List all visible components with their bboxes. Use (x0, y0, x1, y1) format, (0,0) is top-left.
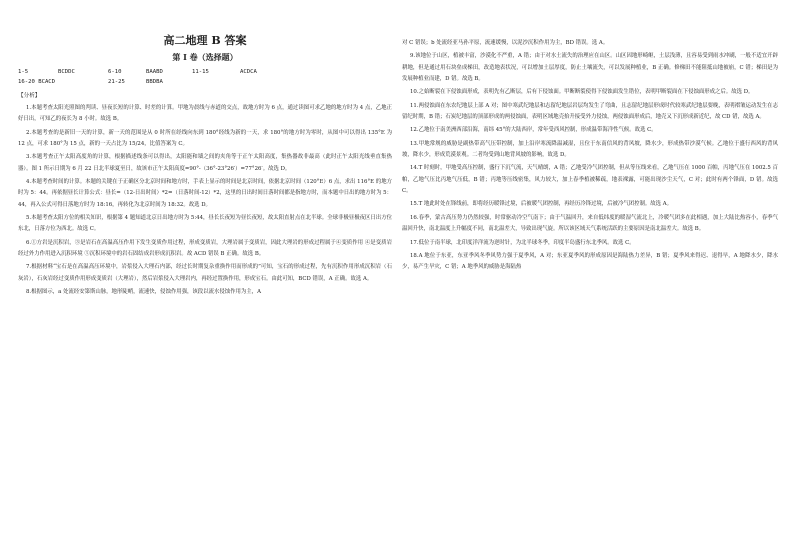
answer-cell: BAABD (146, 69, 163, 75)
answer-cell: 6-10 (108, 69, 122, 75)
answer-cell: 21-25 (108, 79, 125, 85)
answer-explanation: 6.①方岩是沉积岩，③是岩石在高温高压作用下发生变质作用过程，形成变质岩，大理岩属于变质岩，因此大理岩的形成过程属于④变质作用 ④是变质岩经过外力作用进入沉积环境 ⑤沉积环境中的岩石固结成岩形成沉积岩。故 ACD 错误 B 正确。故选 B。 (18, 239, 392, 258)
answer-explanation: 5.本题考查太阳方位的相关知识，根据第 4 题知道北京日出地方时为 5:44，昼长长夜短为昼长夜短，故太阳直射点在北半球。全球非极昼极夜区日出方位东北，日落方位为西北。故选 C。 (18, 215, 392, 233)
answer-cell: 11-15 (192, 69, 209, 75)
answer-explanation: 11.两侵蚀面在东农纪地层上部 A 对；图中寒武纪地层和志留纪地层岩层均发生了弯曲，且志留纪地层形成时代较寒武纪地层要晚，表明褶皱运动发生在志留纪时期，B 错；石炭纪地层的顶部形成的两侵蚀面，表明区域地壳抬升接受外力侵蚀，两侵蚀面形成后，地壳又下沉形成新近纪，故 CD 错，故选 A。 (402, 102, 778, 121)
answer-cell: ACDCA (240, 69, 257, 75)
answer-cell: 1-5 (18, 69, 29, 75)
answer-cell: BBDBA (146, 79, 163, 85)
answer-explanation: 对 C 错误；b 处流经亚马孙平原，流速缓慢，以泥沙沉积作用为主，BD 错误。选 A。 (402, 40, 609, 46)
answer-explanation: 17.低位于南半球，北印度洋洋流为逆时针，为北半球冬季，印度半岛盛行东北季风。故选 C。 (410, 239, 635, 246)
answer-explanation: 15.T 地此时处在锋线前，即将经历暖锋过境，后被暖气团控制，再经历冷锋过境，后被冷气团控制。故选 A。 (410, 201, 673, 208)
left-column (18, 34, 392, 301)
answer-explanation: 10.之始断裂在下侵蚀面形成，表明先有乙断层，后有下侵蚀面。甲断断裂使得下侵蚀面发生错位，表明甲断裂面在下侵蚀面形成之后。故选 D。 (410, 89, 754, 96)
answer-explanation: 16.春季，蒙古高压势力仍然较强，时常驱动冷空气南下；由于气温回升，来自低纬度的暖湿气流北上，冷暖气团多在此相遇，加上大陆比热容小，春季气温回升快，南北温度上升幅度不同，南北温差大，导致出现气旋。所以该区域天气系统活跃的主要原因是南北温差大。故选 B。 (402, 214, 778, 233)
document-title: 高二地理 B 答案 (163, 34, 247, 47)
answer-row-1 (18, 67, 392, 77)
answer-explanation: 8.根据图示，a 处流经安第斯山脉，地形陡峭，流速快，侵蚀作用强，该段以流水侵蚀作用为主，A (26, 289, 261, 296)
answer-explanation: 14.T 时刻时，甲地受高压控制，盛行下沉气流，天气晴朗，A 错；乙地受冷气团控制，但从等压线来看，乙地气压在 1000 百帕，丙地气压在 1002.5 百帕，乙地气压比丙地气压低，B 错；丙地等压线密集，风力较大，加上春季植被稀疏，地表裸露，可能出现沙尘天气，C 对；此时有两个锋面，D 错。故选 C。 (402, 165, 778, 195)
answer-explanation: 12.乙地位于南美洲西部沿海，南纬 45°的大陆西岸，常年受西风控制，形成温带海洋性气候。故选 C。 (410, 127, 657, 134)
answer-explanation: 2.本题考查的是新旧一天的计算，新一天的范围是从 0 时所在经线向东到 180°经线为新的一天，求 180°的地方时为零时，从图中可以得出 135°E 为 12 点，可求 180°为 15 点，新的一天占比为 15/24，比值答案为 C。 (18, 129, 392, 148)
answer-explanation: 3.本题考查正午太阳高度角的计算，根据描述线条可以得出，太阳能和墙之间的夹角等于正午太阳高度，集热器故非最高（此时正午太阳光线垂直集热器）。图 1 所示日期为 6 月 22 日北半球夏至日，故该市正午太阳高度=90°-（36°-23°26′）=77°26′。故选 D。 (18, 154, 392, 172)
answer-cell: 16-20 BCACD (18, 79, 56, 85)
section-heading: 第 I 卷（选择题） (172, 52, 238, 62)
answer-explanation: 1.本题考查太阳光照图的判读、昼夜长短的计算、时差的计算。甲地为晨线与赤道的交点，故地方时为 6 点，通过读图可求乙地的地方时为 4 点，乙地正好日出，可知乙的夜长为 8 小时。故选 B。 (18, 105, 392, 123)
answer-row-2 (18, 77, 392, 87)
answer-explanation: 18.A 地位于东亚，东亚季风冬季风势力强于夏季风，A 对；东亚夏季风的形成原因是海陆热力差异，B 错；夏季风来得迟、退得早，A 地降水少，降水少，易产生旱灾，C 错；A 地季风的威胁是海陆热 (402, 252, 778, 271)
answer-explanation: 9.该地位于山区，植被丰富，沙漠化不严重，A 错；由于对水土流失的治理应在山区。山区因地形崎岖，土层浅薄，且容易受到雨水冲刷，一般不适宜开辟耕地，但是通过用石块垒成梯田，改造地表状况，可以增加土层厚度，防止土壤流失，可以发展种植业，B 正确。修梯田不能阻抵山地被崩，C 错；梯田是为发展种植业而建，D 错。故选 B。 (402, 53, 778, 83)
analysis-label: 【分析】 (18, 93, 41, 99)
answer-explanation: 4.本题考查时间的计算。本题的关键在于正确区分北京时间和地方时，手表上显示的时间是北京时间，依据北京时间（120°E）6 点，求出 116°E 的地方时为 5：44。再依据昼长计算公式：昼长=（12-日出时间）*2=（日落时间-12）*2，这里的日出时间日落时间都是指地方时，而本题中日出的地方时为 5：44，再入公式可得日落地方时为 18:16，再转化为北京时间为 18:32。故选 D。 (18, 179, 392, 208)
right-column (402, 38, 778, 276)
answer-explanation: 7.根据材料“宝石是在高温高压环境中，岩浆侵入大理石内部，经过长时期复杂重换作用而形成的”可知，宝石的形成过程，先有沉积作用形成沉积岩（石灰岩），石灰岩经过变质作用形成变质岩（大理岩），然后岩浆侵入大理岩内，再经过置换作用，形成宝石。由此可知，BCD 错误，A 正确。故选 A。 (18, 264, 392, 282)
answer-cell: BCDDC (58, 69, 75, 75)
answer-explanation: 13.甲地常规的威胁是副热带高气压带控制，加上沿岸寒流降温减湿，且位于东南信风的背风坡，降水少，形成热带沙漠气候。乙地位于盛行西风的背风坡，降水少，形成荒漠景观。二者均受到山地背风坡的影响，故选 D。 (402, 140, 778, 159)
